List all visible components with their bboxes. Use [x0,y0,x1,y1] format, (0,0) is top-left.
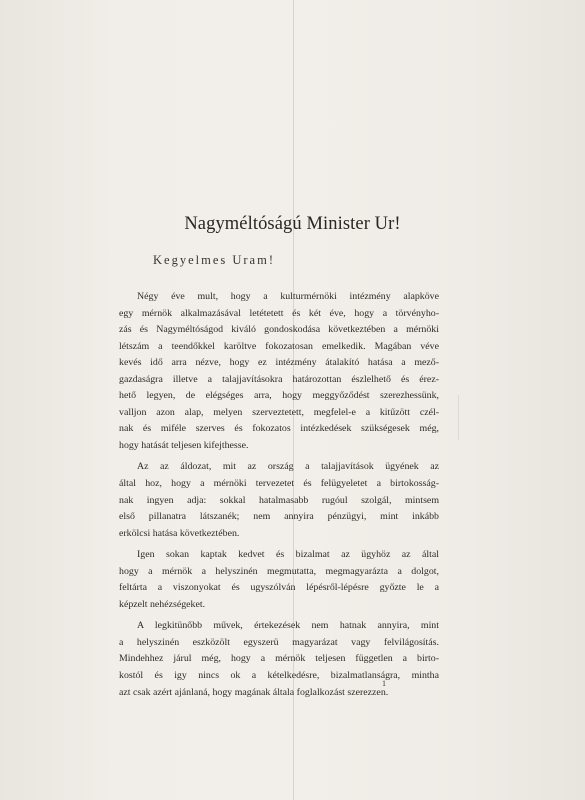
text-line: zás és Nagyméltóságod kiváló gondoskodása következtében a mérnöki [119,324,439,336]
text-line: kostól és igy nincs ok a kételkedésre, bizalmatlanságra, mintha [119,670,439,682]
text-line: gazdaságra illetve a talajjavításokra határozottan észlelhető és érez- [119,373,439,385]
page-number: 1 [382,679,386,688]
letter-salutation: Kegyelmes Uram! [153,253,275,267]
text-line: Mindehhez járul még, hogy a mérnök teljesen független a birto- [119,653,439,665]
text-line: Négy éve mult, hogy a kulturmérnöki intézmény alapköve [137,291,439,302]
paper-crease-mark [458,395,459,440]
text-line: nak és miféle szerves és fokozatos intézkedések szükségesek még, [119,423,439,435]
text-line: erkölcsi hatása következtében. [119,527,240,539]
text-line: azt csak azért ajánlaná, hogy magának általa foglalkozást szerezzen. [119,686,389,698]
paragraph-1 [119,289,439,454]
paragraph-3 [119,547,439,613]
paragraph-4 [119,618,439,701]
text-line: Igen sokan kaptak kedvet és bizalmat az ügyhöz az által [137,549,439,561]
text-line: hogy hatását teljesen kifejthesse. [119,439,249,451]
text-line: A legkitünőbb művek, értekezések nem hatnak annyira, mint [137,620,439,632]
text-line: által hoz, hogy a mérnöki tervezetet és felügyeletet a birtokosság- [119,478,439,490]
text-line: a helyszinén eszközölt egyszerü magyarázat vagy felvilágosítás. [119,636,439,648]
text-line: valljon azon alap, melyen szerveztetett, megfelel-e a kitűzött czél- [119,406,439,418]
text-line: egy mérnök alkalmazásával letétetett és két éve, hogy a törvényho- [119,307,439,319]
letter-body [119,289,439,701]
text-line: hető legyen, de elégséges arra, hogy meggyőződést szerezhessünk, [119,390,439,402]
text-line: első pillanatra látszanék; nem annyira pénzügyi, mint inkább [119,511,439,523]
paragraph-2 [119,459,439,542]
text-line: feltárta a viszonyokat és ugyszólván lépésről-lépésre győzte le a [119,582,439,594]
text-line: Az az áldozat, mit az ország a talajjavítások ügyének az [137,461,439,473]
text-line: hogy a mérnök a helyszinén megmutatta, megmagyarázta a dolgot, [119,565,439,577]
text-line: nak ingyen adja: sokkal hatalmasabb rugóul szolgál, mintsem [119,494,439,506]
text-line: létszám a teendőkkel karöltve fokozatosan emelkedik. Magában véve [119,340,439,352]
text-line: kevés idő arra nézve, hogy ez intézmény átalakító hatása a mező- [119,357,439,369]
text-line: képzelt nehézségeket. [119,598,206,610]
letter-title: Nagyméltóságú Minister Ur! [184,214,401,234]
